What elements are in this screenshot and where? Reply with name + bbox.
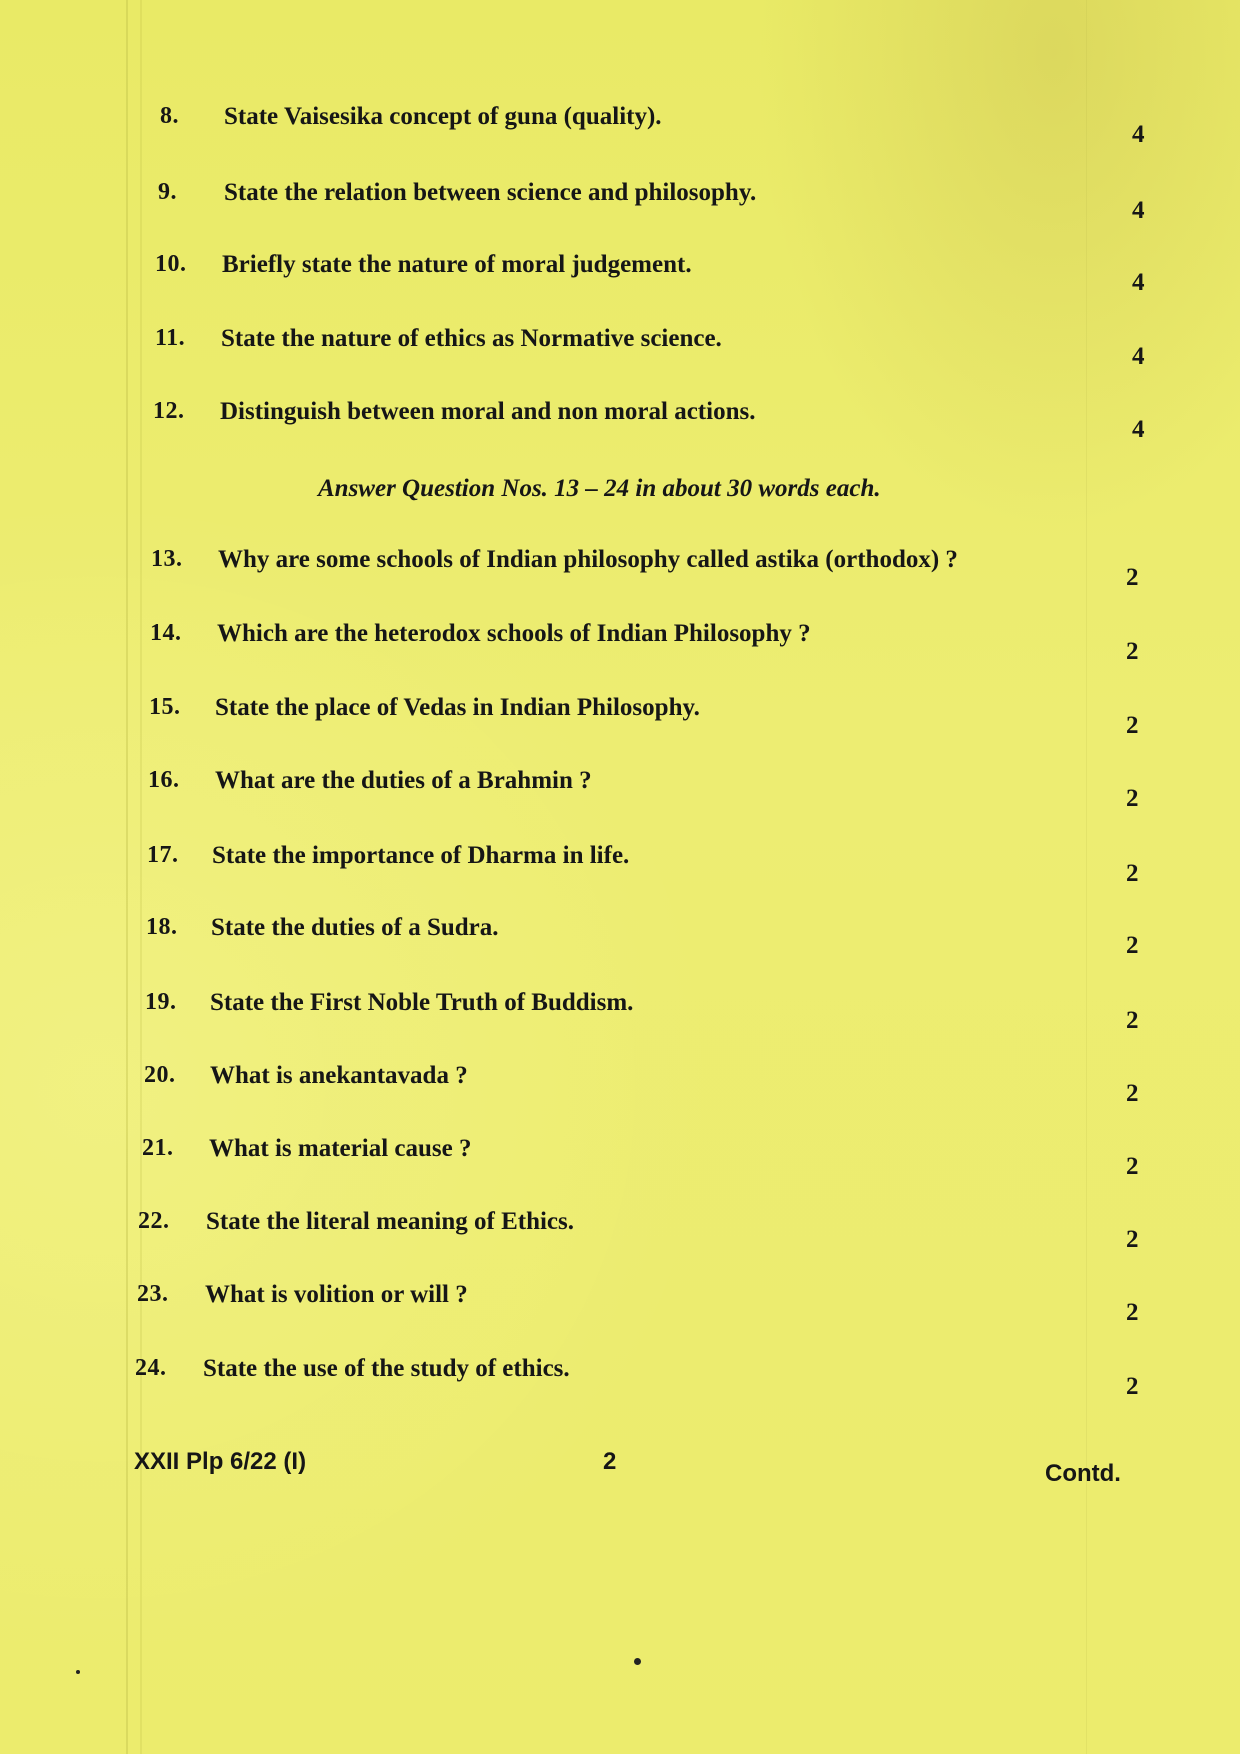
question-number: 18. (146, 914, 178, 940)
question-marks: 4 (1132, 197, 1145, 224)
question-marks: 2 (1126, 1226, 1139, 1253)
question-item (0, 546, 1240, 598)
question-marks: 2 (1126, 638, 1139, 665)
section-instruction: Answer Question Nos. 13 – 24 in about 30 words each. (318, 475, 881, 502)
question-text: What are the duties of a Brahmin ? (215, 767, 592, 794)
question-number: 15. (149, 694, 181, 720)
page-number: 2 (603, 1448, 617, 1475)
question-item (0, 179, 1240, 231)
question-marks: 2 (1126, 860, 1139, 887)
question-number: 24. (135, 1355, 167, 1381)
question-marks: 2 (1126, 1153, 1139, 1180)
question-text: State the duties of a Sudra. (211, 914, 499, 941)
question-item (0, 1355, 1240, 1407)
question-marks: 2 (1126, 712, 1139, 739)
question-item (0, 1062, 1240, 1114)
question-number: 19. (145, 989, 177, 1015)
question-number: 9. (158, 179, 177, 205)
page-footer (0, 1448, 1240, 1488)
question-text: Which are the heterodox schools of Indian Philosophy ? (217, 620, 811, 647)
question-text: Briefly state the nature of moral judgement. (222, 251, 692, 278)
question-marks: 4 (1132, 269, 1145, 296)
scan-speck (634, 1658, 641, 1665)
continued-label: Contd. (1045, 1460, 1121, 1487)
question-number: 12. (153, 398, 185, 424)
question-text: Why are some schools of Indian philosophy called astika (orthodox) ? (218, 546, 958, 573)
question-text: State the use of the study of ethics. (203, 1355, 570, 1382)
question-marks: 2 (1126, 1007, 1139, 1034)
question-number: 16. (148, 767, 180, 793)
question-number: 21. (142, 1135, 174, 1161)
paper-code: XXII Plp 6/22 (I) (134, 1448, 307, 1475)
question-marks: 2 (1126, 1373, 1139, 1400)
question-item (0, 914, 1240, 966)
question-item (0, 620, 1240, 672)
question-number: 14. (150, 620, 182, 646)
question-text: State the relation between science and philosophy. (224, 179, 757, 206)
question-text: What is anekantavada ? (210, 1062, 468, 1089)
question-item (0, 989, 1240, 1041)
question-text: Distinguish between moral and non moral actions. (220, 398, 756, 425)
question-number: 10. (155, 251, 187, 277)
question-item (0, 767, 1240, 819)
question-number: 23. (137, 1281, 169, 1307)
question-number: 17. (147, 842, 179, 868)
question-item (0, 325, 1240, 377)
question-number: 20. (144, 1062, 176, 1088)
question-text: State the importance of Dharma in life. (212, 842, 630, 869)
question-number: 13. (151, 546, 183, 572)
question-marks: 2 (1126, 1080, 1139, 1107)
question-text: State the First Noble Truth of Buddism. (210, 989, 634, 1016)
question-item (0, 1281, 1240, 1333)
question-marks: 4 (1132, 121, 1145, 148)
question-text: State the nature of ethics as Normative science. (221, 325, 722, 352)
question-text: What is volition or will ? (205, 1281, 468, 1308)
question-number: 11. (155, 325, 186, 351)
question-text: What is material cause ? (209, 1135, 472, 1162)
question-item (0, 1135, 1240, 1187)
question-text: State the place of Vedas in Indian Philosophy. (215, 694, 700, 721)
question-marks: 2 (1126, 932, 1139, 959)
question-marks: 4 (1132, 343, 1145, 370)
question-item (0, 694, 1240, 746)
question-item (0, 103, 1240, 155)
question-marks: 2 (1126, 1299, 1139, 1326)
question-item (0, 398, 1240, 450)
question-marks: 4 (1132, 416, 1145, 443)
question-number: 22. (138, 1208, 170, 1234)
question-item (0, 251, 1240, 303)
question-marks: 2 (1126, 564, 1139, 591)
question-item (0, 1208, 1240, 1260)
scan-speck (76, 1670, 80, 1674)
question-number: 8. (160, 103, 179, 129)
question-marks: 2 (1126, 785, 1139, 812)
question-text: State the literal meaning of Ethics. (206, 1208, 575, 1235)
question-item (0, 842, 1240, 894)
question-text: State Vaisesika concept of guna (quality). (224, 103, 662, 130)
